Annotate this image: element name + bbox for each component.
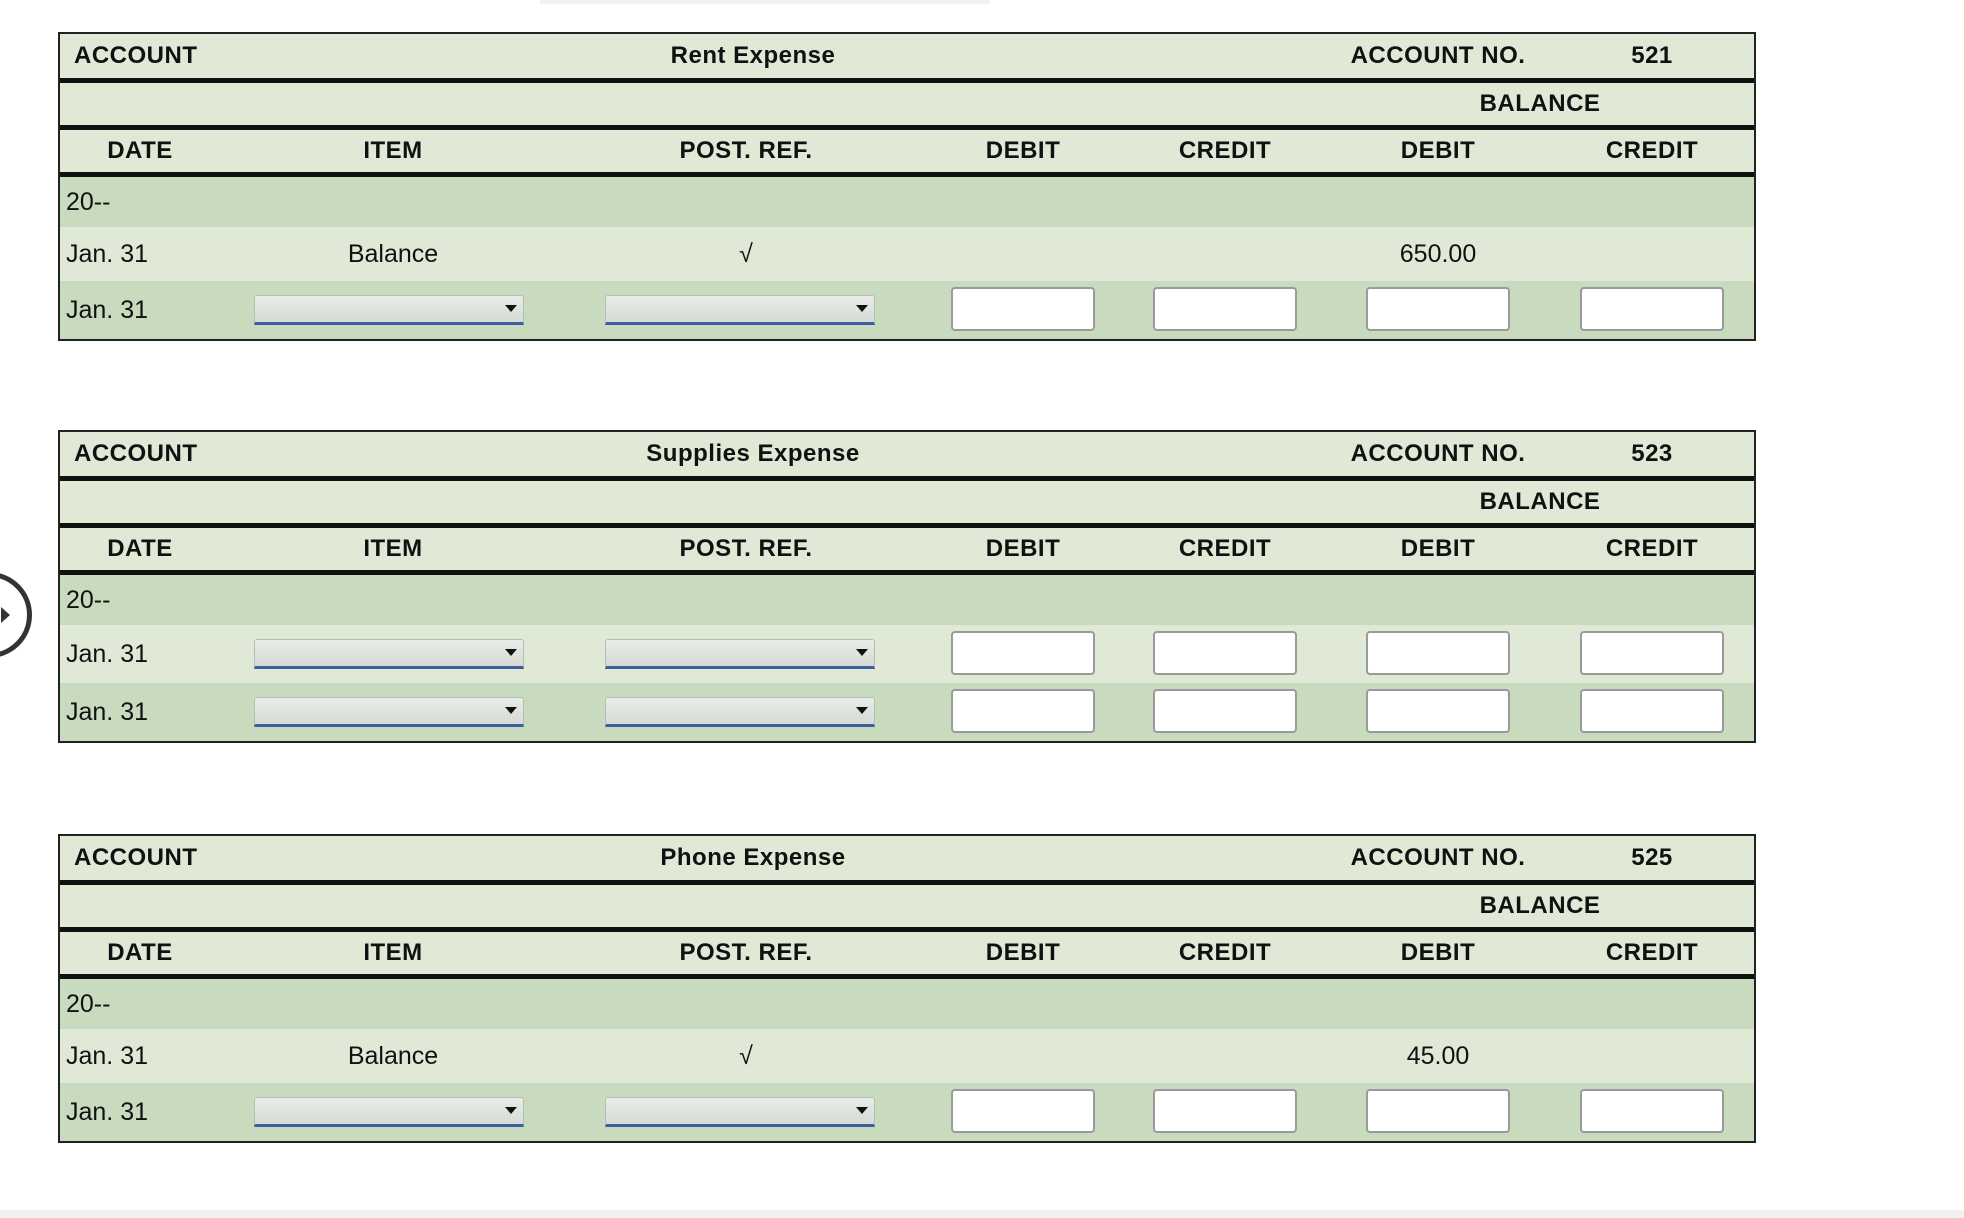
year-row [60,172,1754,227]
entry-debit [953,1029,1093,1083]
entry-date: Jan. 31 [66,1041,149,1070]
column-header-row [60,927,1754,974]
col-balance-credit-header: CREDIT [1605,535,1699,562]
chevron-down-icon [505,305,517,312]
col-post-ref-header: POST. REF. [679,939,813,966]
balance-credit-input[interactable] [1580,1089,1724,1133]
chevron-down-icon [505,707,517,714]
account-label: ACCOUNT [74,844,198,871]
year-label: 20-- [66,989,111,1018]
bottom-strip [0,1210,1964,1218]
balance-credit-input[interactable] [1580,689,1724,733]
col-post-ref-header: POST. REF. [679,535,813,562]
balance-label: BALANCE [1479,488,1601,515]
entry-date: Jan. 31 [66,697,149,726]
item-dropdown[interactable] [254,295,524,325]
account-no-label: ACCOUNT NO. [1350,440,1526,467]
col-item-header: ITEM [363,939,423,966]
entry-debit [953,227,1093,281]
balance-debit-input[interactable] [1366,689,1510,733]
col-balance-credit-header: CREDIT [1605,137,1699,164]
chevron-down-icon [856,1107,868,1114]
account-name: Phone Expense [660,844,846,871]
entry-date: Jan. 31 [66,639,149,668]
entry-item: Balance [347,1041,439,1070]
account-name: Supplies Expense [646,440,860,467]
entry-credit [1155,227,1295,281]
col-balance-credit-header: CREDIT [1605,939,1699,966]
post-ref-dropdown[interactable] [605,295,875,325]
credit-input[interactable] [1153,1089,1297,1133]
entry-balance-debit: 45.00 [1406,1041,1470,1070]
ledger-entry-row [60,1083,1754,1141]
account-label: ACCOUNT [74,42,198,69]
entry-post-ref: √ [739,239,753,268]
ledger-entry-row [60,281,1754,339]
col-credit-header: CREDIT [1178,137,1272,164]
entry-balance-debit: 650.00 [1399,239,1477,268]
ledger-entry-row [60,683,1754,741]
ledger-entry-row [60,625,1754,683]
balance-debit-input[interactable] [1366,1089,1510,1133]
ledger-2 [58,834,1756,1143]
column-header-row [60,125,1754,172]
col-balance-debit-header: DEBIT [1400,535,1476,562]
col-debit-header: DEBIT [985,535,1061,562]
post-ref-dropdown[interactable] [605,1097,875,1127]
item-dropdown[interactable] [254,639,524,669]
chevron-down-icon [856,707,868,714]
account-label: ACCOUNT [74,440,198,467]
debit-input[interactable] [951,287,1095,331]
col-credit-header: CREDIT [1178,535,1272,562]
entry-date: Jan. 31 [66,1097,149,1126]
year-row [60,974,1754,1029]
col-date-header: DATE [107,939,173,966]
col-balance-debit-header: DEBIT [1400,137,1476,164]
chevron-down-icon [505,1107,517,1114]
column-header-row [60,523,1754,570]
col-debit-header: DEBIT [985,939,1061,966]
entry-date: Jan. 31 [66,295,149,324]
col-balance-debit-header: DEBIT [1400,939,1476,966]
account-number: 523 [1631,440,1673,467]
year-row [60,570,1754,625]
col-credit-header: CREDIT [1178,939,1272,966]
col-date-header: DATE [107,535,173,562]
debit-input[interactable] [951,631,1095,675]
balance-header-row [60,476,1754,523]
col-item-header: ITEM [363,137,423,164]
debit-input[interactable] [951,1089,1095,1133]
expand-panel-button[interactable] [0,572,32,658]
balance-credit-input[interactable] [1580,631,1724,675]
entry-balance-credit [1572,1029,1732,1083]
col-date-header: DATE [107,137,173,164]
credit-input[interactable] [1153,287,1297,331]
ledger-1 [58,430,1756,743]
balance-header-row [60,880,1754,927]
post-ref-dropdown[interactable] [605,697,875,727]
ledger-0 [58,32,1756,341]
balance-debit-input[interactable] [1366,631,1510,675]
year-label: 20-- [66,585,111,614]
col-post-ref-header: POST. REF. [679,137,813,164]
account-header-row [60,836,1754,880]
credit-input[interactable] [1153,631,1297,675]
item-dropdown[interactable] [254,697,524,727]
post-ref-dropdown[interactable] [605,639,875,669]
chevron-down-icon [505,649,517,656]
top-strip [540,0,990,4]
entry-balance-credit [1572,227,1732,281]
account-number: 525 [1631,844,1673,871]
account-no-label: ACCOUNT NO. [1350,844,1526,871]
balance-credit-input[interactable] [1580,287,1724,331]
entry-credit [1155,1029,1295,1083]
col-debit-header: DEBIT [985,137,1061,164]
account-name: Rent Expense [670,42,836,69]
item-dropdown[interactable] [254,1097,524,1127]
balance-debit-input[interactable] [1366,287,1510,331]
balance-header-row [60,78,1754,125]
year-label: 20-- [66,187,111,216]
account-header-row [60,34,1754,78]
entry-post-ref: √ [739,1041,753,1070]
entry-date: Jan. 31 [66,239,149,268]
ledger-entry-row [60,1029,1754,1083]
chevron-down-icon [856,305,868,312]
arrow-right-icon [1,607,10,623]
col-item-header: ITEM [363,535,423,562]
entry-item: Balance [347,239,439,268]
chevron-down-icon [856,649,868,656]
balance-label: BALANCE [1479,892,1601,919]
account-header-row [60,432,1754,476]
ledger-entry-row [60,227,1754,281]
debit-input[interactable] [951,689,1095,733]
credit-input[interactable] [1153,689,1297,733]
account-number: 521 [1631,42,1673,69]
balance-label: BALANCE [1479,90,1601,117]
account-no-label: ACCOUNT NO. [1350,42,1526,69]
